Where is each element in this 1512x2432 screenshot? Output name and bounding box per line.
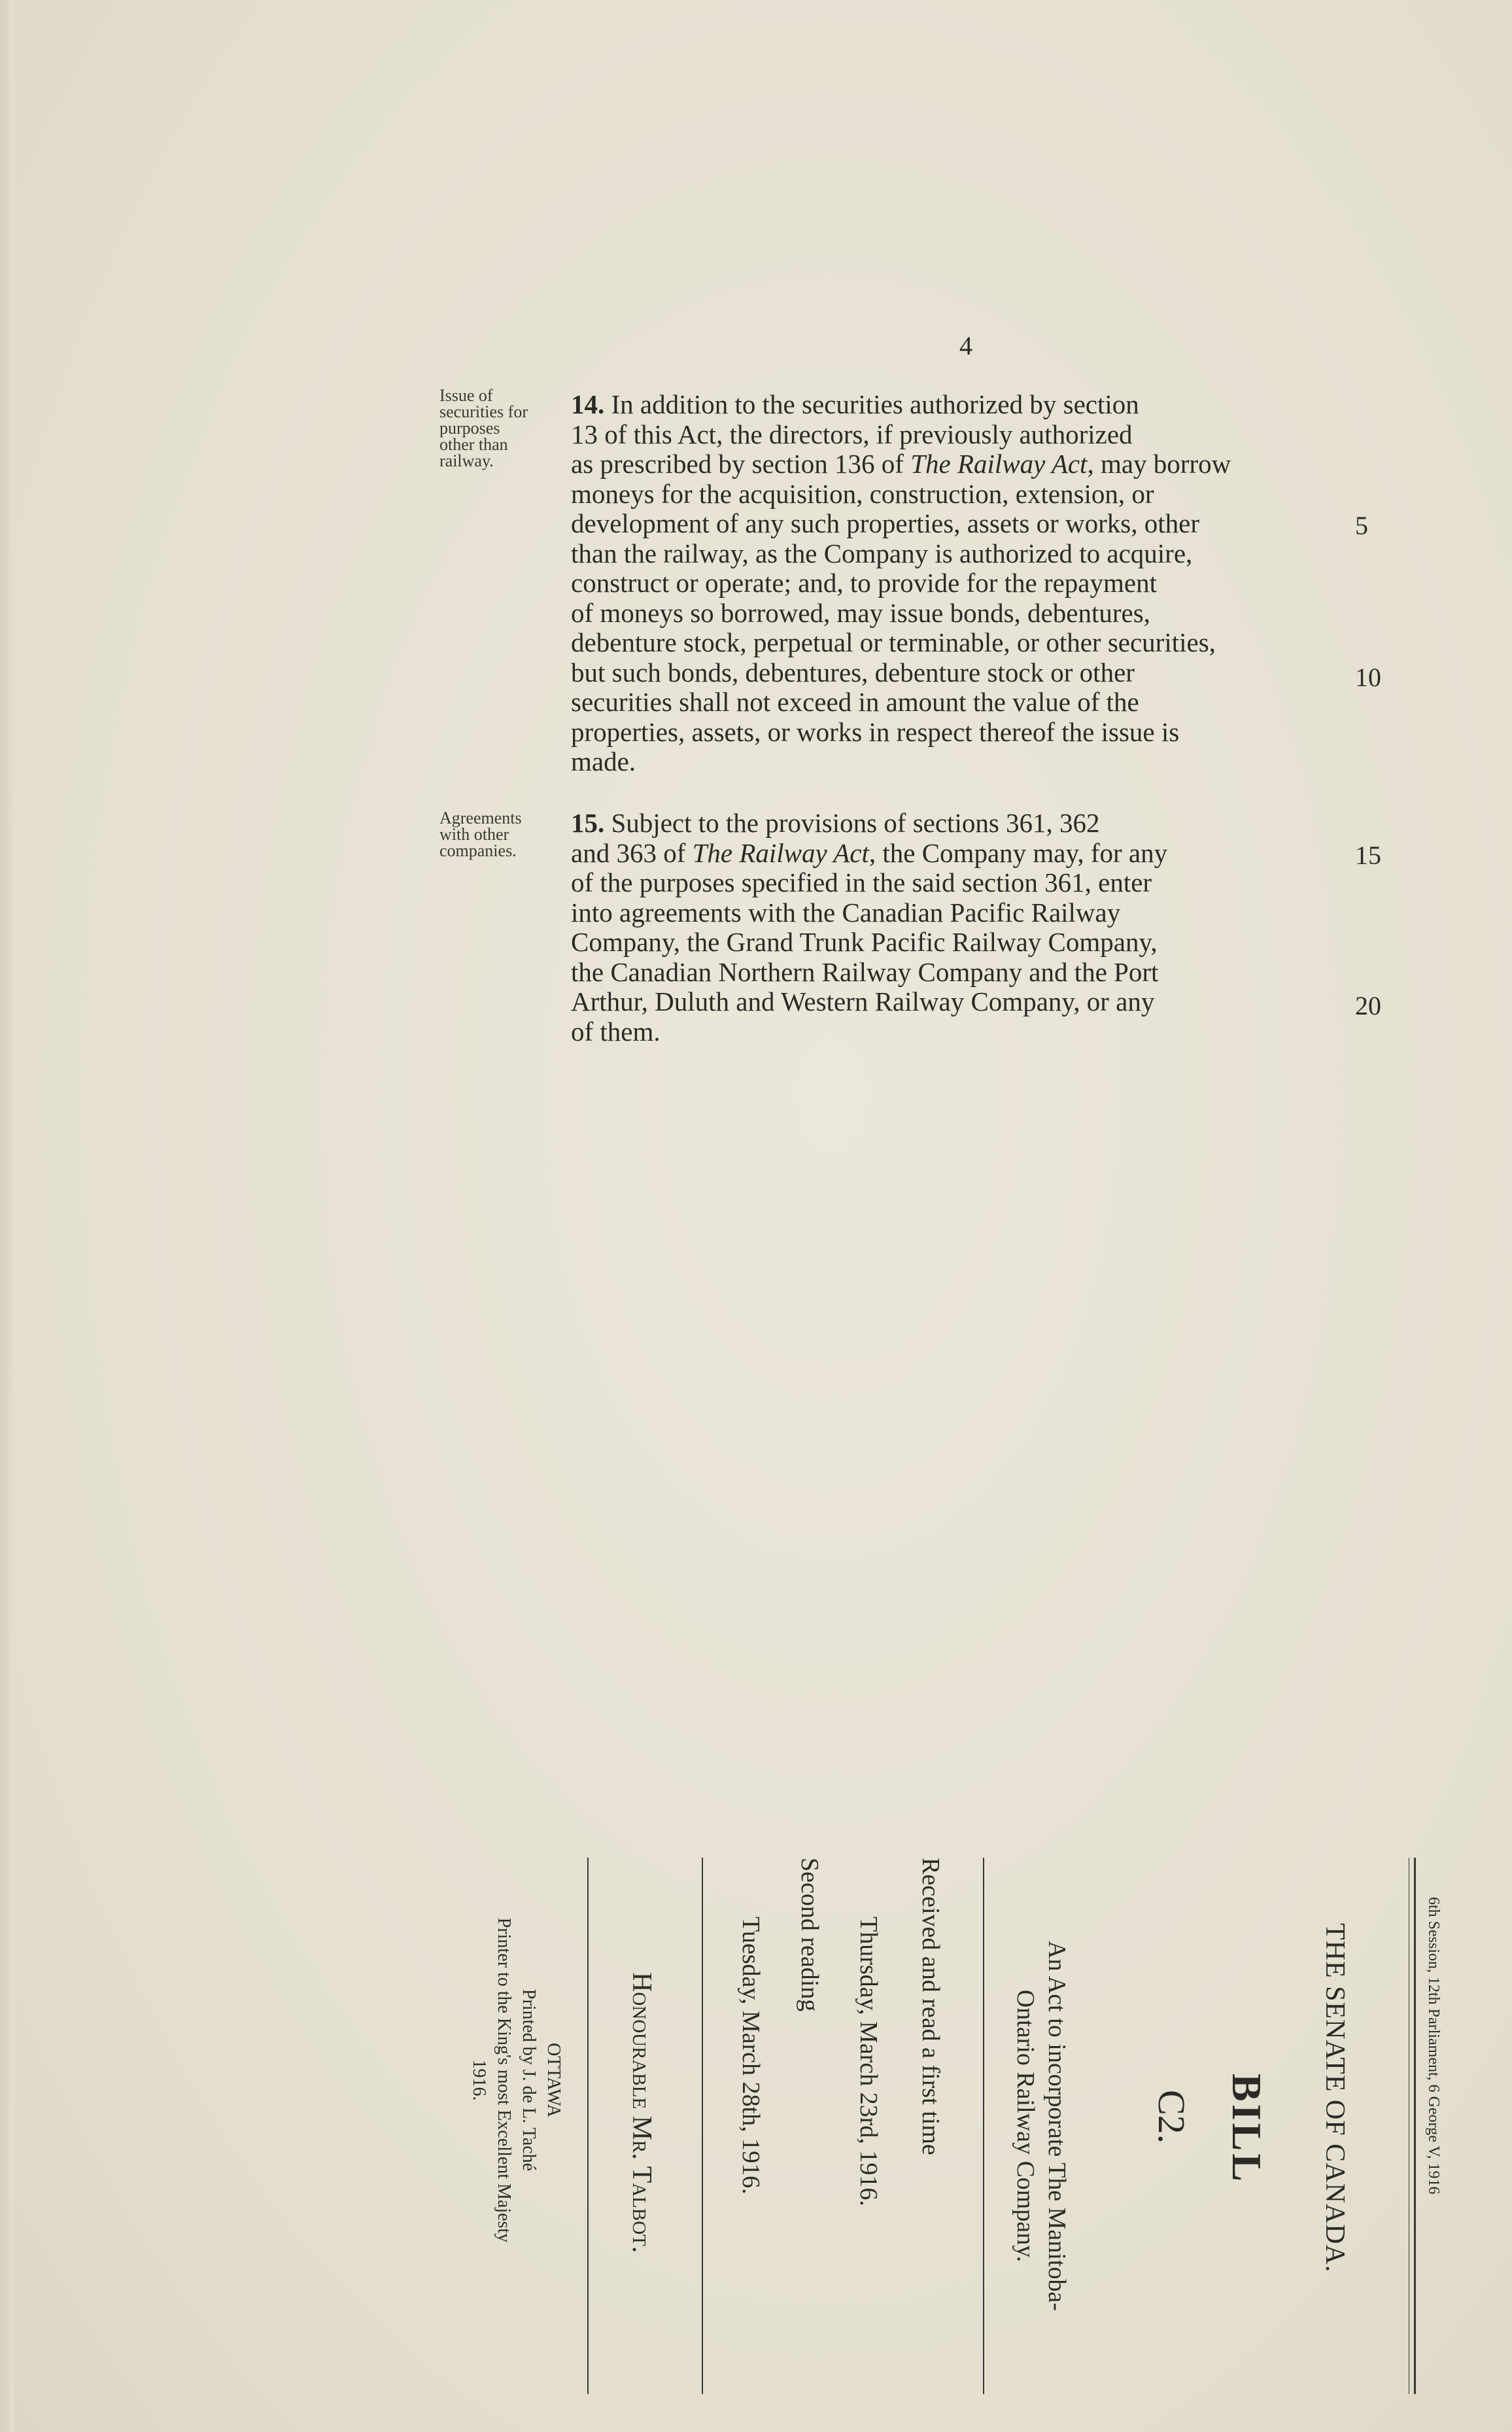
session-line: 6th Session, 12th Parliament, 6 George V, 1916 bbox=[1425, 1897, 1442, 2195]
section-line bbox=[571, 390, 1354, 420]
imprint-printer-title: Printer to the King's most Excellent Majesty bbox=[494, 1917, 514, 2243]
page-number: 4 bbox=[959, 331, 972, 360]
section-line: the Canadian Northern Railway Company and the Port bbox=[571, 956, 1159, 987]
imprint-year: 1916. bbox=[469, 2059, 489, 2101]
section-text: Subject to the provisions of sections 361, 362 bbox=[611, 808, 1100, 838]
section-line: construct or operate; and, to provide for the repayment bbox=[571, 568, 1157, 598]
section-line: properties, assets, or works in respect thereof the issue is bbox=[571, 716, 1180, 747]
line-number: 10 bbox=[1355, 663, 1381, 692]
act-reference: The Railway Act bbox=[910, 449, 1088, 479]
section-15 bbox=[571, 808, 1354, 1047]
act-title bbox=[1010, 1858, 1073, 2394]
bill-label: BILL bbox=[1224, 2074, 1270, 2184]
rule-lower bbox=[702, 1858, 703, 2394]
page-edge bbox=[0, 0, 14, 2432]
marginal-note-section-15 bbox=[439, 810, 564, 859]
line-number: 5 bbox=[1355, 511, 1368, 540]
section-line: made. bbox=[571, 746, 636, 776]
section-line: of the purposes specified in the said section 361, enter bbox=[571, 867, 1152, 897]
section-line: moneys for the acquisition, construction, extension, or bbox=[571, 478, 1154, 509]
act-title-line: An Act to incorporate The Manitoba- bbox=[1043, 1941, 1071, 2311]
section-line: securities shall not exceed in amount the value of the bbox=[571, 687, 1139, 717]
marginal-line: other than bbox=[439, 435, 508, 454]
section-number: 14. bbox=[571, 389, 605, 419]
marginal-line: securities for bbox=[439, 402, 528, 421]
second-reading-date: Tuesday, March 28th, 1916. bbox=[737, 1917, 765, 2195]
cover-page bbox=[245, 1858, 1442, 2394]
section-number: 15. bbox=[571, 808, 605, 838]
section-line: into agreements with the Canadian Pacific Railway bbox=[571, 897, 1121, 928]
rule-top bbox=[1414, 1858, 1416, 2394]
bill-id: C2. bbox=[1150, 2090, 1193, 2144]
imprint-place: OTTAWA bbox=[543, 2043, 564, 2117]
section-line: of moneys so borrowed, may issue bonds, debentures, bbox=[571, 597, 1150, 628]
act-title-line: Ontario Railway Company. bbox=[1012, 1989, 1039, 2263]
rule-mid bbox=[983, 1858, 984, 2394]
section-line: than the railway, as the Company is authorized to acquire, bbox=[571, 538, 1193, 568]
section-line: Company, the Grand Trunk Pacific Railway Company, bbox=[571, 927, 1158, 957]
section-line: but such bonds, debentures, debenture stock or other bbox=[571, 657, 1135, 687]
line-number: 20 bbox=[1355, 991, 1381, 1020]
section-line: debenture stock, perpetual or terminable, or other securities, bbox=[571, 627, 1216, 657]
second-reading: Second reading bbox=[796, 1858, 823, 2012]
section-line bbox=[571, 808, 1354, 839]
marginal-line: railway. bbox=[439, 451, 494, 470]
line-number: 15 bbox=[1355, 841, 1381, 870]
imprint bbox=[466, 1858, 566, 2302]
marginal-line: Issue of bbox=[439, 386, 493, 405]
section-line: and 363 of The Railway Act, the Company may, for any bbox=[571, 837, 1168, 868]
section-line: development of any such properties, assets or works, other bbox=[571, 508, 1199, 538]
house-title: THE SENATE OF CANADA. bbox=[1320, 1923, 1350, 2273]
marginal-note-section-14 bbox=[439, 387, 564, 469]
section-line: as prescribed by section 136 of The Railway Act, may borrow bbox=[571, 449, 1231, 479]
section-line: Arthur, Duluth and Western Railway Company, or any bbox=[571, 986, 1155, 1016]
imprint-printer: Printed by J. de L. Taché bbox=[519, 1989, 539, 2172]
act-reference: The Railway Act bbox=[692, 837, 869, 868]
section-line: of them. bbox=[571, 1016, 661, 1047]
sponsor: Honourable Mr. Talbot. bbox=[627, 1972, 657, 2253]
section-text: In addition to the securities authorized by section bbox=[611, 389, 1139, 419]
section-line: 13 of this Act, the directors, if previously authorized bbox=[571, 419, 1133, 449]
marginal-line: purposes bbox=[439, 419, 500, 438]
rule-bottom bbox=[587, 1858, 589, 2394]
first-reading: Received and read a first time bbox=[917, 1858, 944, 2155]
marginal-line: with other bbox=[439, 825, 509, 844]
section-14 bbox=[571, 390, 1354, 777]
first-reading-date: Thursday, March 23rd, 1916. bbox=[855, 1917, 882, 2206]
marginal-line: Agreements bbox=[439, 808, 522, 827]
marginal-line: companies. bbox=[439, 841, 517, 860]
